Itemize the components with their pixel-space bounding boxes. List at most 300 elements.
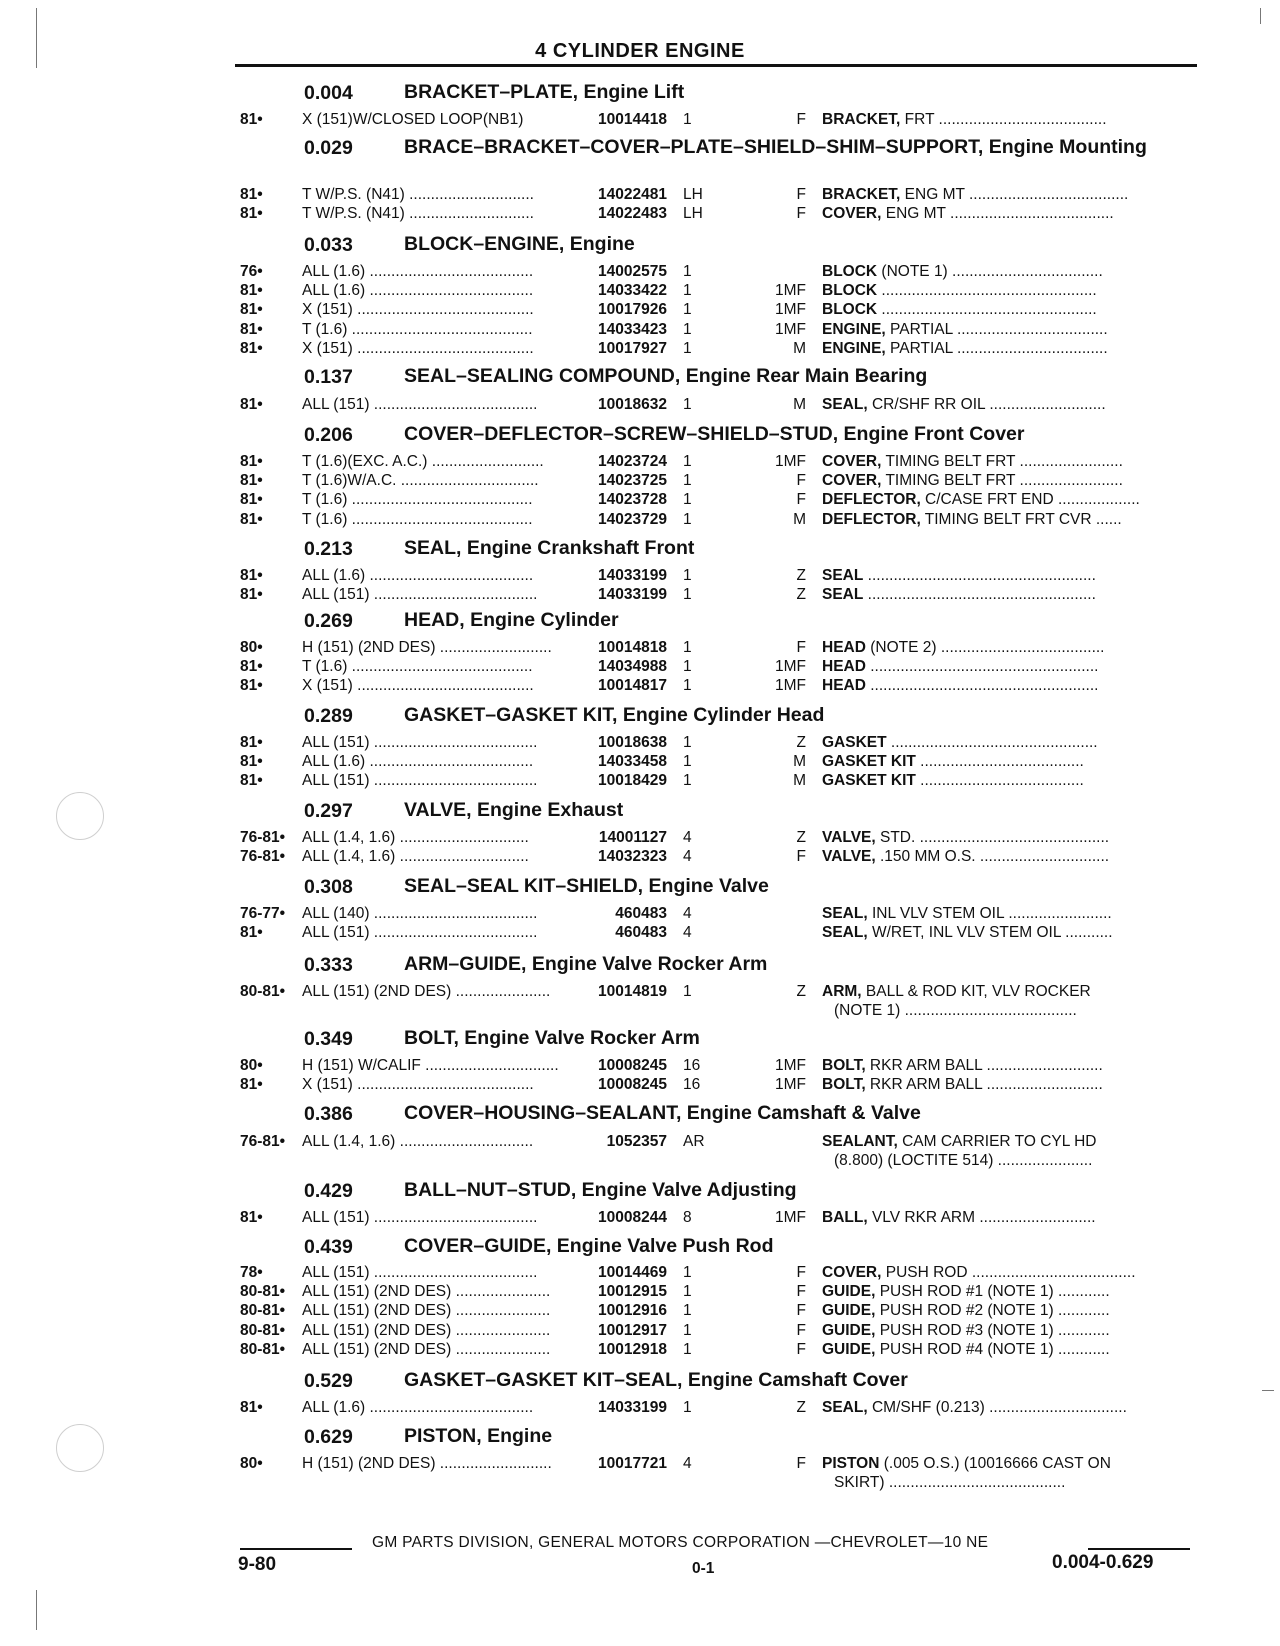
model-year: 80-81•: [240, 1321, 286, 1339]
footer-range: 0.004-0.629: [1052, 1552, 1154, 1573]
part-detail: .....................................................: [863, 586, 1096, 604]
quantity: 4: [683, 829, 692, 846]
part-number: 14002575: [598, 263, 667, 280]
application: ALL (1.4, 1.6) ...............................: [302, 1133, 534, 1150]
part-number: 14033422: [598, 282, 667, 300]
source-code: 1MF: [775, 677, 806, 695]
part-number: 14022481: [598, 186, 667, 203]
part-description: [822, 676, 1190, 696]
part-detail: VLV RKR ARM ...........................: [867, 1209, 1096, 1226]
part-row: [0, 1263, 1280, 1283]
part-description: [822, 204, 1190, 224]
quantity: 1: [683, 772, 692, 790]
application: T (1.6)W/A.C. ................................: [302, 472, 539, 490]
part-row: [0, 490, 1280, 510]
source-code: F: [796, 111, 806, 128]
part-name: ENGINE,: [822, 339, 886, 357]
part-description: [822, 585, 1190, 605]
source-code: 1MF: [775, 658, 806, 676]
application: ALL (1.6) ......................................: [302, 282, 534, 300]
model-year: 81•: [240, 1076, 263, 1094]
part-row: [0, 638, 1280, 658]
part-name: SEAL: [822, 586, 864, 604]
part-row: [0, 657, 1280, 677]
application: X (151) .........................................: [302, 1076, 534, 1094]
part-description: [822, 510, 1190, 530]
quantity: 1: [683, 1340, 692, 1358]
section-title: SEAL–SEALING COMPOUND, Engine Rear Main Bearing: [404, 365, 928, 387]
section-number: 0.308: [304, 876, 353, 898]
section-title: COVER–HOUSING–SEALANT, Engine Camshaft & Valve: [404, 1102, 921, 1124]
source-code: M: [793, 753, 806, 771]
part-detail: PARTIAL ...................................: [885, 320, 1108, 338]
part-name: COVER,: [822, 472, 882, 490]
section-number: 0.529: [304, 1370, 353, 1392]
part-description: [822, 1340, 1190, 1360]
model-year: 81•: [240, 339, 263, 357]
source-code: F: [796, 205, 806, 223]
part-number: 14033199: [598, 1399, 667, 1416]
binder-hole-mark: [56, 1424, 104, 1472]
application: ALL (151) (2ND DES) ......................: [302, 983, 551, 1000]
part-number: 10012915: [598, 1283, 667, 1301]
source-code: M: [793, 772, 806, 790]
part-detail: CR/SHF RR OIL ...........................: [867, 396, 1106, 413]
source-code: Z: [796, 1399, 806, 1416]
part-number: 10008245: [598, 1076, 667, 1094]
part-row: [0, 1282, 1280, 1302]
section-title: BALL–NUT–STUD, Engine Valve Adjusting: [404, 1179, 797, 1201]
application: ALL (1.6) ......................................: [302, 567, 534, 584]
application: ALL (151) (2ND DES) ......................: [302, 1340, 551, 1358]
quantity: 1: [683, 1264, 692, 1281]
part-row: [0, 752, 1280, 772]
page-title: 4 CYLINDER ENGINE: [535, 40, 745, 62]
application: ALL (151) ......................................: [302, 734, 538, 751]
part-number: 14023724: [598, 453, 667, 470]
part-number: 10018632: [598, 396, 667, 413]
part-row: [0, 1056, 1280, 1076]
part-description: [822, 471, 1190, 491]
model-year: 76-81•: [240, 1133, 286, 1150]
model-year: 81•: [240, 396, 263, 413]
application: ALL (1.4, 1.6) ..............................: [302, 848, 529, 866]
part-row: [0, 510, 1280, 530]
footer-page-number: 0-1: [692, 1560, 715, 1577]
part-row: [0, 452, 1280, 472]
part-number: 10014469: [598, 1264, 667, 1281]
source-code: 1MF: [775, 1209, 806, 1226]
model-year: 76•: [240, 263, 263, 280]
part-number: 14022483: [598, 205, 667, 223]
application: ALL (1.4, 1.6) ..............................: [302, 829, 529, 846]
part-detail: .....................................................: [863, 567, 1096, 584]
part-number: 14033199: [598, 586, 667, 604]
part-row: [0, 828, 1280, 848]
quantity: 8: [683, 1209, 692, 1226]
section-number: 0.297: [304, 800, 353, 822]
model-year: 76-81•: [240, 848, 286, 866]
source-code: M: [793, 339, 806, 357]
part-row-continuation: [0, 1001, 1280, 1021]
model-year: 78•: [240, 1264, 263, 1281]
part-row: [0, 320, 1280, 340]
quantity: 1: [683, 753, 692, 771]
part-number: 10018429: [598, 772, 667, 790]
quantity: 16: [683, 1076, 701, 1094]
quantity: 1: [683, 282, 692, 300]
model-year: 81•: [240, 111, 263, 128]
quantity: 1: [683, 472, 692, 490]
source-code: F: [796, 472, 806, 490]
model-year: 81•: [240, 472, 263, 490]
part-number: 10012918: [598, 1340, 667, 1358]
model-year: 76-81•: [240, 829, 286, 846]
quantity: 1: [683, 301, 692, 319]
part-detail: TIMING BELT FRT ........................: [881, 472, 1123, 490]
part-description: [822, 752, 1190, 772]
section-title: PISTON, Engine: [404, 1425, 553, 1447]
part-row: [0, 904, 1280, 924]
part-detail: RKR ARM BALL ...........................: [865, 1076, 1103, 1094]
application: X (151)W/CLOSED LOOP(NB1): [302, 111, 524, 128]
quantity: 1: [683, 320, 692, 338]
section-title: COVER–DEFLECTOR–SCREW–SHIELD–STUD, Engine Front Cover: [404, 423, 1025, 445]
scan-edge-mark: [1260, 8, 1261, 24]
part-number: 14034988: [598, 658, 667, 676]
part-description: [822, 566, 1190, 586]
part-name: COVER,: [822, 1264, 882, 1281]
model-year: 81•: [240, 320, 263, 338]
part-name: COVER,: [822, 205, 882, 223]
section-number: 0.206: [304, 424, 353, 446]
source-code: F: [796, 1455, 806, 1472]
part-description: [822, 1132, 1190, 1152]
section-title: BOLT, Engine Valve Rocker Arm: [404, 1027, 700, 1049]
part-name: BOLT,: [822, 1057, 866, 1074]
part-detail: .....................................................: [865, 658, 1099, 676]
source-code: Z: [796, 734, 806, 751]
part-row: [0, 395, 1280, 415]
application: X (151) .........................................: [302, 339, 534, 357]
part-name: ENGINE,: [822, 320, 886, 338]
part-number: 14023725: [598, 472, 667, 490]
part-description: [822, 828, 1190, 848]
application: ALL (151) ......................................: [302, 924, 538, 942]
section-title: HEAD, Engine Cylinder: [404, 609, 619, 631]
quantity: 1: [683, 453, 692, 470]
quantity: 1: [683, 510, 692, 528]
application: T (1.6) ..........................................: [302, 658, 533, 676]
part-detail: .....................................................: [865, 677, 1099, 695]
part-description: [822, 1056, 1190, 1076]
model-year: 81•: [240, 491, 263, 509]
source-code: Z: [796, 567, 806, 584]
model-year: 80-81•: [240, 1283, 286, 1301]
quantity: 1: [683, 734, 692, 751]
part-name: ARM,: [822, 983, 862, 1000]
part-description: [822, 1454, 1190, 1474]
source-code: F: [796, 186, 806, 203]
source-code: F: [796, 1264, 806, 1281]
source-code: F: [796, 1302, 806, 1320]
part-detail: C/CASE FRT END ...................: [920, 491, 1140, 509]
quantity: LH: [683, 205, 703, 223]
quantity: 4: [683, 1455, 692, 1472]
part-description: [822, 771, 1190, 791]
model-year: 81•: [240, 734, 263, 751]
part-description: [822, 110, 1190, 130]
part-name: VALVE,: [822, 829, 876, 846]
part-description: [822, 1282, 1190, 1302]
part-name: GASKET: [822, 734, 887, 751]
application: ALL (151) ......................................: [302, 772, 538, 790]
footer-publisher: GM PARTS DIVISION, GENERAL MOTORS CORPORATION —CHEVROLET—10 NE: [372, 1534, 989, 1551]
source-code: 1MF: [775, 320, 806, 338]
part-detail: (.005 O.S.) (10016666 CAST ON: [879, 1455, 1111, 1472]
section-title: BRACE–BRACKET–COVER–PLATE–SHIELD–SHIM–SUPPORT, Engine Mounting: [404, 136, 1147, 158]
section-number: 0.213: [304, 538, 353, 560]
quantity: 1: [683, 1399, 692, 1416]
model-year: 76-77•: [240, 905, 286, 922]
section-number: 0.289: [304, 705, 353, 727]
quantity: 1: [683, 658, 692, 676]
part-name: SEAL,: [822, 1399, 868, 1416]
model-year: 81•: [240, 301, 263, 319]
part-detail: RKR ARM BALL ...........................: [865, 1057, 1103, 1074]
part-name: SEAL,: [822, 905, 868, 922]
part-name: SEALANT,: [822, 1133, 898, 1150]
part-name: BRACKET,: [822, 186, 901, 203]
part-name: DEFLECTOR,: [822, 491, 921, 509]
footer-rule-right: [1088, 1548, 1190, 1550]
model-year: 81•: [240, 1399, 263, 1416]
model-year: 81•: [240, 1209, 263, 1226]
quantity: 1: [683, 567, 692, 584]
section-number: 0.629: [304, 1426, 353, 1448]
section-number: 0.269: [304, 610, 353, 632]
part-name: HEAD: [822, 639, 866, 656]
part-name: SEAL,: [822, 396, 868, 413]
part-description-continued: (NOTE 1) ........................................: [834, 1002, 1077, 1020]
part-number: 10014819: [598, 983, 667, 1000]
part-name: GASKET KIT: [822, 753, 916, 771]
section-title: ARM–GUIDE, Engine Valve Rocker Arm: [404, 953, 768, 975]
application: H (151) (2ND DES) ..........................: [302, 639, 552, 656]
model-year: 81•: [240, 282, 263, 300]
application: T (1.6) ..........................................: [302, 491, 533, 509]
section-number: 0.033: [304, 234, 353, 256]
application: ALL (151) ......................................: [302, 1209, 538, 1226]
part-row: [0, 1398, 1280, 1418]
section-title: GASKET–GASKET KIT–SEAL, Engine Camshaft Cover: [404, 1369, 908, 1391]
part-row-continuation: [0, 1151, 1280, 1171]
application: T (1.6) ..........................................: [302, 320, 533, 338]
quantity: 1: [683, 111, 692, 128]
part-name: GUIDE,: [822, 1302, 876, 1320]
part-detail: STD. ............................................: [875, 829, 1110, 846]
part-number: 10012917: [598, 1321, 667, 1339]
quantity: 1: [683, 639, 692, 656]
part-name: GUIDE,: [822, 1321, 876, 1339]
part-description: [822, 262, 1190, 282]
part-row: [0, 300, 1280, 320]
part-description: [822, 1263, 1190, 1283]
part-detail: ................................................: [886, 734, 1098, 751]
model-year: 80-81•: [240, 983, 286, 1000]
part-name: BRACKET,: [822, 111, 901, 128]
quantity: LH: [683, 186, 703, 203]
part-name: GUIDE,: [822, 1340, 876, 1358]
section-title: BRACKET–PLATE, Engine Lift: [404, 81, 685, 103]
part-name: GUIDE,: [822, 1283, 876, 1301]
part-description: [822, 452, 1190, 472]
quantity: 4: [683, 905, 692, 922]
section-number: 0.386: [304, 1103, 353, 1125]
part-number: 14033458: [598, 753, 667, 771]
model-year: 80•: [240, 1057, 263, 1074]
part-number: 14023729: [598, 510, 667, 528]
part-name: PISTON: [822, 1455, 880, 1472]
part-row: [0, 982, 1280, 1002]
application: ALL (1.6) ......................................: [302, 1399, 534, 1416]
part-row: [0, 923, 1280, 943]
scan-edge-mark: [36, 8, 37, 68]
part-detail: PUSH ROD ......................................: [881, 1264, 1136, 1281]
application: T W/P.S. (N41) .............................: [302, 205, 534, 223]
quantity: 1: [683, 263, 692, 280]
source-code: F: [796, 848, 806, 866]
quantity: 4: [683, 848, 692, 866]
part-description: [822, 320, 1190, 340]
part-description: [822, 339, 1190, 359]
source-code: 1MF: [775, 1057, 806, 1074]
part-description: [822, 657, 1190, 677]
section-number: 0.004: [304, 82, 353, 104]
part-description: [822, 904, 1190, 924]
part-row: [0, 185, 1280, 205]
source-code: F: [796, 491, 806, 509]
part-number: 10018638: [598, 734, 667, 751]
footer-rule-left: [240, 1548, 352, 1550]
part-name: VALVE,: [822, 848, 876, 866]
application: T (1.6) ..........................................: [302, 510, 533, 528]
model-year: 80•: [240, 1455, 263, 1472]
part-description: [822, 638, 1190, 658]
application: H (151) (2ND DES) ..........................: [302, 1455, 552, 1472]
application: ALL (151) (2ND DES) ......................: [302, 1321, 551, 1339]
quantity: 4: [683, 924, 692, 942]
part-number: 14032323: [598, 848, 667, 866]
part-row: [0, 471, 1280, 491]
part-detail: ......................................: [915, 753, 1084, 771]
part-detail: ENG MT .....................................: [900, 186, 1129, 203]
part-detail: (NOTE 1) ...................................: [877, 263, 1103, 280]
part-row: [0, 110, 1280, 130]
part-row: [0, 676, 1280, 696]
source-code: 1MF: [775, 282, 806, 300]
part-row: [0, 585, 1280, 605]
source-code: 1MF: [775, 1076, 806, 1094]
model-year: 81•: [240, 453, 263, 470]
part-number: 460483: [615, 905, 667, 922]
part-detail: PUSH ROD #2 (NOTE 1) ............: [875, 1302, 1110, 1320]
part-detail: CAM CARRIER TO CYL HD: [897, 1133, 1097, 1150]
part-number: 1052357: [606, 1133, 667, 1150]
application: ALL (1.6) ......................................: [302, 263, 534, 280]
quantity: 1: [683, 339, 692, 357]
part-row: [0, 281, 1280, 301]
part-row: [0, 771, 1280, 791]
part-detail: ......................................: [915, 772, 1084, 790]
source-code: 1MF: [775, 453, 806, 470]
application: ALL (1.6) ......................................: [302, 753, 534, 771]
scan-edge-mark: [36, 1590, 37, 1630]
application: T W/P.S. (N41) .............................: [302, 186, 534, 203]
footer-date: 9-80: [238, 1554, 277, 1575]
part-detail: INL VLV STEM OIL ........................: [867, 905, 1112, 922]
part-number: 14033423: [598, 320, 667, 338]
quantity: 1: [683, 1302, 692, 1320]
quantity: 1: [683, 983, 692, 1000]
part-row: [0, 1340, 1280, 1360]
quantity: 1: [683, 586, 692, 604]
part-description: [822, 490, 1190, 510]
part-number: 14033199: [598, 567, 667, 584]
model-year: 81•: [240, 510, 263, 528]
binder-hole-mark: [56, 792, 104, 840]
part-number: 10017927: [598, 339, 667, 357]
model-year: 81•: [240, 924, 263, 942]
model-year: 81•: [240, 586, 263, 604]
source-code: F: [796, 1283, 806, 1301]
part-row: [0, 339, 1280, 359]
part-row-continuation: [0, 1473, 1280, 1493]
part-row: [0, 1132, 1280, 1152]
section-title: VALVE, Engine Exhaust: [404, 799, 624, 821]
source-code: 1MF: [775, 301, 806, 319]
part-name: BLOCK: [822, 301, 878, 319]
part-number: 10008244: [598, 1209, 667, 1226]
part-row: [0, 1321, 1280, 1341]
application: ALL (140) ......................................: [302, 905, 538, 922]
part-row: [0, 1075, 1280, 1095]
model-year: 81•: [240, 567, 263, 584]
source-code: Z: [796, 586, 806, 604]
section-title: COVER–GUIDE, Engine Valve Push Rod: [404, 1235, 774, 1257]
model-year: 80•: [240, 639, 263, 656]
part-name: SEAL: [822, 567, 864, 584]
application: H (151) W/CALIF ...............................: [302, 1057, 559, 1074]
section-title: SEAL–SEAL KIT–SHIELD, Engine Valve: [404, 875, 769, 897]
part-row: [0, 1301, 1280, 1321]
part-detail: TIMING BELT FRT CVR ......: [920, 510, 1122, 528]
part-number: 10014817: [598, 677, 667, 695]
part-name: SEAL,: [822, 924, 868, 942]
section-number: 0.349: [304, 1028, 353, 1050]
part-detail: W/RET, INL VLV STEM OIL ...........: [867, 924, 1113, 942]
part-name: BLOCK: [822, 282, 878, 300]
part-name: HEAD: [822, 658, 866, 676]
part-description: [822, 982, 1190, 1002]
model-year: 80-81•: [240, 1302, 286, 1320]
part-row: [0, 733, 1280, 753]
part-description-continued: SKIRT) .........................................: [834, 1474, 1066, 1492]
section-title: BLOCK–ENGINE, Engine: [404, 233, 635, 255]
part-name: BALL,: [822, 1209, 868, 1226]
quantity: 1: [683, 396, 692, 413]
source-code: M: [793, 396, 806, 413]
